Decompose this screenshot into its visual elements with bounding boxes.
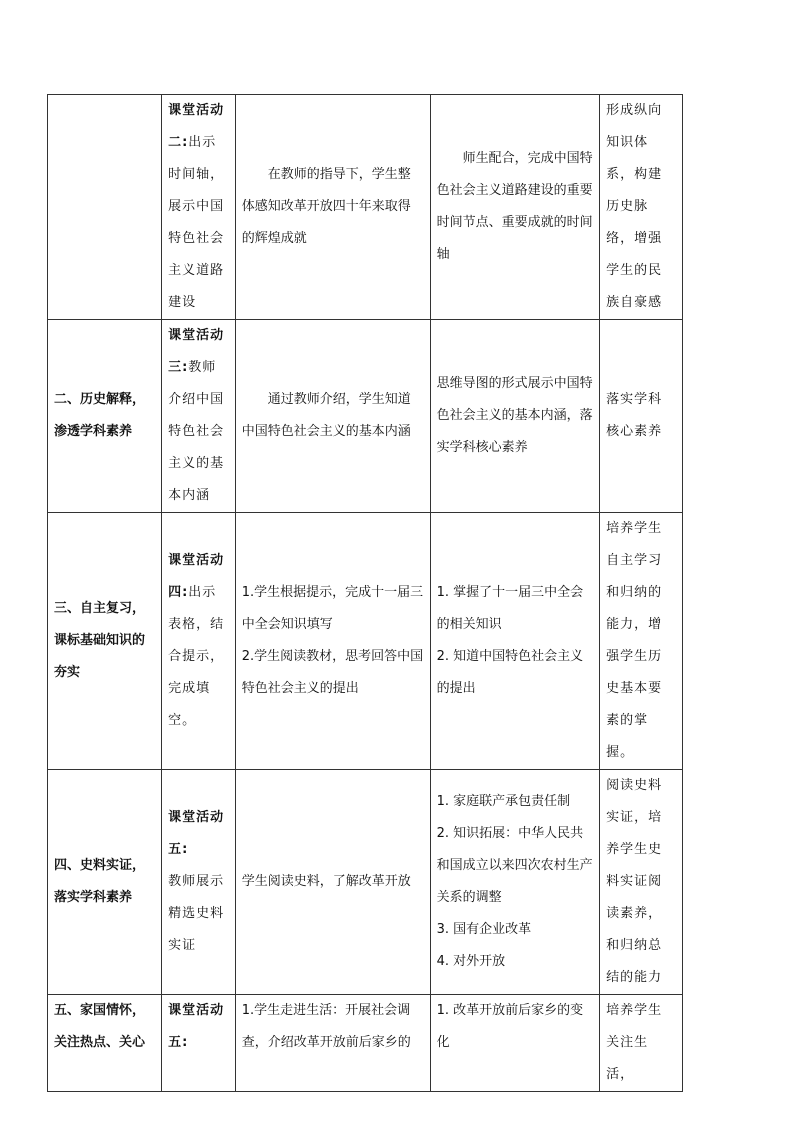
table-row xyxy=(48,320,683,513)
stage-text: 四、史料实证，落实学科素养 xyxy=(54,858,146,905)
intent-cell xyxy=(430,513,600,770)
intent-text: 1. 掌握了十一届三中全会的相关知识 xyxy=(436,585,584,632)
stage-text: 二、历史解释，渗透学科素养 xyxy=(54,392,146,439)
activity-text: 教师介绍中国特色社会主义的基本内涵 xyxy=(168,360,225,503)
intent-text: 1. 家庭联产承包责任制 xyxy=(436,794,571,809)
stage-cell xyxy=(48,770,162,995)
student-cell xyxy=(235,95,430,320)
goal-cell xyxy=(600,995,683,1092)
student-text: 在教师的指导下，学生整体感知改革开放四十年来取得的辉煌成就 xyxy=(241,167,411,246)
goal-text: 落实学科核心素养 xyxy=(606,392,663,439)
activity-cell xyxy=(162,320,236,513)
activity-cell xyxy=(162,95,236,320)
activity-title: 课堂活动三: xyxy=(168,328,225,375)
table-row xyxy=(48,95,683,320)
stage-cell xyxy=(48,95,162,320)
intent-cell xyxy=(430,320,600,513)
student-text: 学生阅读史料，了解改革开放 xyxy=(241,874,411,889)
activity-cell xyxy=(162,513,236,770)
student-text: 2.学生阅读教材，思考回答中国特色社会主义的提出 xyxy=(241,649,424,696)
intent-cell xyxy=(430,95,600,320)
activity-title: 课堂活动五: xyxy=(168,1003,225,1050)
intent-cell xyxy=(430,995,600,1092)
intent-text: 思维导图的形式展示中国特色社会主义的基本内涵，落实学科核心素养 xyxy=(436,376,593,455)
stage-cell xyxy=(48,995,162,1092)
student-cell xyxy=(235,320,430,513)
goal-cell xyxy=(600,320,683,513)
intent-cell xyxy=(430,770,600,995)
activity-title: 课堂活动五: xyxy=(168,810,225,857)
activity-title: 课堂活动四: xyxy=(168,553,225,600)
goal-text: 形成纵向知识体系，构建历史脉络，增强学生的民族自豪感 xyxy=(606,103,663,310)
stage-cell xyxy=(48,513,162,770)
table-row xyxy=(48,995,683,1092)
activity-title: 课堂活动二: xyxy=(168,103,225,150)
goal-cell xyxy=(600,513,683,770)
stage-text: 三、自主复习，课标基础知识的夯实 xyxy=(54,601,146,680)
student-text: 1.学生走进生活：开展社会调查，介绍改革开放前后家乡的 xyxy=(241,1003,411,1050)
lesson-plan-table xyxy=(47,94,683,1092)
activity-text: 教师展示精选史料实证 xyxy=(168,874,225,953)
activity-text: 出示时间轴，展示中国特色社会主义道路建设 xyxy=(168,135,225,310)
student-cell xyxy=(235,770,430,995)
goal-cell xyxy=(600,770,683,995)
intent-text: 3. 国有企业改革 xyxy=(436,922,532,937)
activity-text: 出示表格，结合提示，完成填空。 xyxy=(168,585,225,728)
student-cell xyxy=(235,513,430,770)
intent-text: 2. 知道中国特色社会主义的提出 xyxy=(436,649,584,696)
activity-cell xyxy=(162,995,236,1092)
goal-text: 阅读史料实证，培养学生史料实证阅读素养，和归纳总结的能力 xyxy=(606,778,663,985)
stage-text: 五、家国情怀，关注热点、关心 xyxy=(54,1003,146,1050)
intent-text: 4. 对外开放 xyxy=(436,954,506,969)
goal-text: 培养学生自主学习和归纳的能力，增强学生历史基本要素的掌握。 xyxy=(606,521,663,760)
intent-text: 师生配合，完成中国特色社会主义道路建设的重要时间节点、重要成就的时间轴 xyxy=(436,151,593,262)
goal-text: 培养学生关注生活， xyxy=(606,1003,663,1082)
student-text: 1.学生根据提示，完成十一届三中全会知识填写 xyxy=(241,585,424,632)
intent-text: 1. 改革开放前后家乡的变化 xyxy=(436,1003,584,1050)
activity-cell xyxy=(162,770,236,995)
stage-cell xyxy=(48,320,162,513)
table-row xyxy=(48,770,683,995)
student-text: 通过教师介绍，学生知道中国特色社会主义的基本内涵 xyxy=(241,392,411,439)
goal-cell xyxy=(600,95,683,320)
student-cell xyxy=(235,995,430,1092)
intent-text: 2. 知识拓展：中华人民共和国成立以来四次农村生产关系的调整 xyxy=(436,826,593,905)
table-row xyxy=(48,513,683,770)
